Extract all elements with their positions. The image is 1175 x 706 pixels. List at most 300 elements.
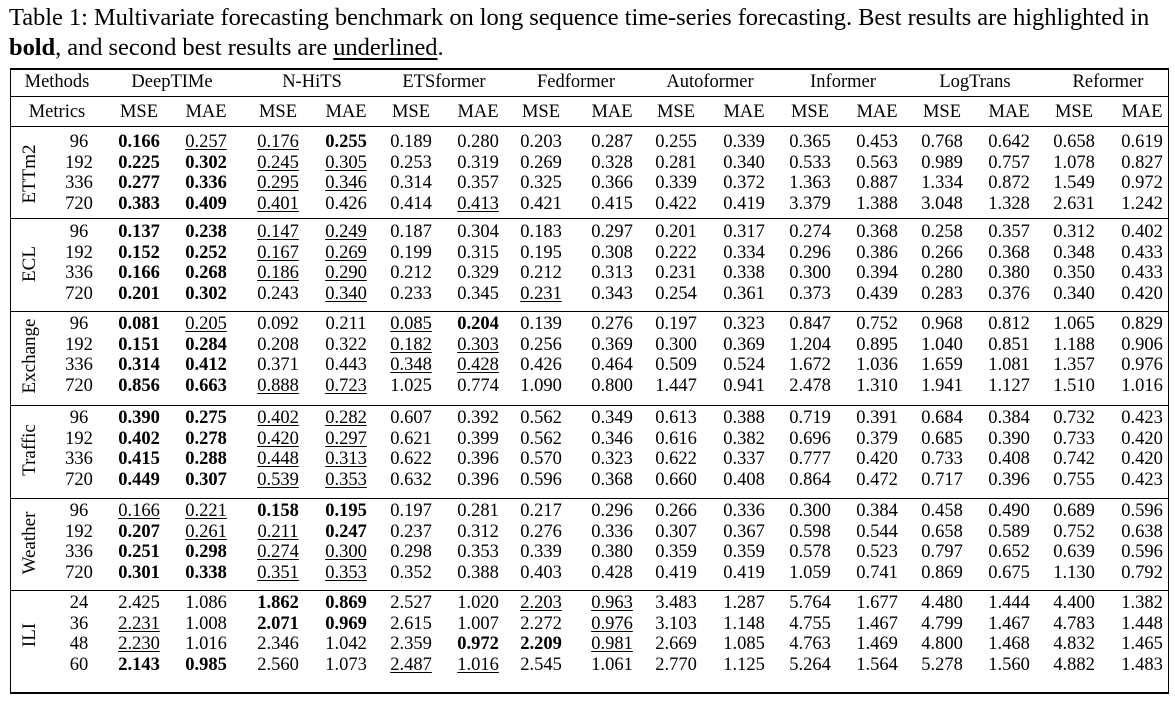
table-cell: 0.302	[185, 152, 227, 173]
table-cell: 0.419	[723, 563, 765, 584]
table-cell: 0.338	[723, 263, 765, 284]
table-cell: 0.689	[1053, 501, 1095, 521]
horizon-cell: 96	[69, 222, 89, 242]
table-cell: 0.300	[655, 334, 697, 355]
table-cell: 0.851	[988, 334, 1030, 355]
table-cell: 0.768	[921, 132, 963, 152]
horizon-cell: 720	[65, 194, 93, 215]
table-cell: 0.396	[457, 470, 499, 491]
table-cell: 1.008	[185, 613, 227, 634]
table-cell: 0.325	[520, 173, 562, 194]
table-cell: 0.632	[390, 470, 432, 491]
table-cell: 1.483	[1121, 655, 1163, 676]
table-cell: 0.329	[457, 263, 499, 284]
caption-text-middle: , and second best results are	[55, 34, 334, 61]
dataset-label: ILI	[19, 623, 40, 648]
horizon-cell: 24	[69, 593, 89, 613]
table-cell: 0.613	[655, 408, 697, 428]
table-cell: 0.732	[1053, 408, 1095, 428]
horizon-cell: 96	[69, 314, 89, 334]
table-cell: 1.862	[257, 593, 299, 613]
table-cell: 0.336	[185, 173, 227, 194]
table-cell: 0.752	[1053, 521, 1095, 542]
caption-text: Table 1: Multivariate forecasting benchmark on long sequence time-series forecasting. Best results are highlighted in	[9, 4, 1150, 31]
metric-header: MSE	[656, 102, 696, 122]
table-cell: 1.204	[789, 334, 831, 355]
table-cell: 0.277	[118, 173, 160, 194]
dataset-label: Exchange	[19, 318, 40, 394]
table-cell: 0.365	[789, 132, 831, 152]
table-cell: 0.274	[789, 222, 831, 242]
table-cell: 0.322	[325, 334, 367, 355]
table-cell: 0.158	[257, 501, 299, 521]
table-cell: 0.420	[257, 428, 299, 449]
metric-header: MAE	[856, 102, 898, 122]
table-cell: 0.969	[325, 613, 367, 634]
table-cell: 0.266	[921, 242, 963, 263]
metric-header: MAE	[723, 102, 765, 122]
table-cell: 0.303	[457, 334, 499, 355]
table-cell: 0.337	[723, 449, 765, 470]
table-cell: 0.255	[325, 132, 367, 152]
table-cell: 0.426	[325, 194, 367, 215]
table-cell: 1.448	[1121, 613, 1163, 634]
table-cell: 2.770	[655, 655, 697, 676]
table-cell: 1.073	[325, 655, 367, 676]
table-cell: 0.696	[789, 428, 831, 449]
table-cell: 0.570	[520, 449, 562, 470]
table-cell: 0.464	[591, 355, 633, 376]
table-cell: 2.209	[520, 634, 562, 655]
table-cell: 1.357	[1053, 355, 1095, 376]
table-cell: 1.941	[921, 376, 963, 397]
table-cell: 1.363	[789, 173, 831, 194]
table-cell: 0.315	[457, 242, 499, 263]
table-cell: 0.523	[856, 542, 898, 563]
table-cell: 2.272	[520, 613, 562, 634]
metric-header: MAE	[591, 102, 633, 122]
table-cell: 0.675	[988, 563, 1030, 584]
metric-header: MAE	[457, 102, 499, 122]
table-cell: 0.338	[185, 563, 227, 584]
table-cell: 0.301	[118, 563, 160, 584]
table-cell: 0.207	[118, 521, 160, 542]
table-cell: 0.300	[789, 501, 831, 521]
table-cell: 0.396	[988, 470, 1030, 491]
table-cell: 0.414	[390, 194, 432, 215]
table-cell: 0.296	[591, 501, 633, 521]
table-cell: 0.312	[1053, 222, 1095, 242]
table-cell: 1.081	[988, 355, 1030, 376]
table-cell: 0.539	[257, 470, 299, 491]
table-cell: 0.357	[457, 173, 499, 194]
table-cell: 0.752	[856, 314, 898, 334]
table-cell: 0.421	[520, 194, 562, 215]
table-cell: 0.261	[185, 521, 227, 542]
table-cell: 0.166	[118, 263, 160, 284]
table-cell: 0.323	[723, 314, 765, 334]
table-cell: 2.487	[390, 655, 432, 676]
table-cell: 0.562	[520, 408, 562, 428]
caption-bold-word: bold	[9, 34, 56, 61]
method-header: ETSformer	[402, 72, 486, 92]
table-cell: 1.090	[520, 376, 562, 397]
table-cell: 4.799	[921, 613, 963, 634]
table-cell: 0.351	[257, 563, 299, 584]
table-cell: 0.596	[520, 470, 562, 491]
table-cell: 4.800	[921, 634, 963, 655]
table-cell: 1.468	[988, 634, 1030, 655]
metric-header: MSE	[258, 102, 298, 122]
table-cell: 1.310	[856, 376, 898, 397]
table-cell: 1.467	[988, 613, 1030, 634]
table-cell: 0.774	[457, 376, 499, 397]
table-cell: 0.339	[655, 173, 697, 194]
table-cell: 2.615	[390, 613, 432, 634]
table-cell: 1.469	[856, 634, 898, 655]
table-cell: 0.533	[789, 152, 831, 173]
table-cell: 0.394	[856, 263, 898, 284]
table-cell: 1.085	[723, 634, 765, 655]
table-cell: 0.797	[921, 542, 963, 563]
table-cell: 0.408	[988, 449, 1030, 470]
metric-header: MSE	[391, 102, 431, 122]
table-cell: 0.199	[390, 242, 432, 263]
table-cell: 0.304	[457, 222, 499, 242]
table-cell: 2.143	[118, 655, 160, 676]
table-cell: 4.783	[1053, 613, 1095, 634]
horizon-cell: 336	[65, 263, 93, 284]
table-cell: 0.420	[856, 449, 898, 470]
table-cell: 0.403	[520, 563, 562, 584]
table-cell: 0.308	[591, 242, 633, 263]
table-cell: 0.420	[1121, 428, 1163, 449]
table-cell: 2.560	[257, 655, 299, 676]
table-cell: 0.976	[591, 613, 633, 634]
horizon-cell: 192	[65, 152, 93, 173]
table-cell: 2.230	[118, 634, 160, 655]
table-cell: 1.036	[856, 355, 898, 376]
table-cell: 1.188	[1053, 334, 1095, 355]
table-cell: 1.659	[921, 355, 963, 376]
horizon-cell: 192	[65, 521, 93, 542]
table-cell: 0.211	[325, 314, 367, 334]
table-cell: 0.388	[723, 408, 765, 428]
table-cell: 0.334	[723, 242, 765, 263]
table-cell: 0.906	[1121, 334, 1163, 355]
table-cell: 0.847	[789, 314, 831, 334]
metric-header: MAE	[185, 102, 227, 122]
table-cell: 0.319	[457, 152, 499, 173]
table-cell: 1.677	[856, 593, 898, 613]
table-cell: 2.527	[390, 593, 432, 613]
table-cell: 2.669	[655, 634, 697, 655]
method-header: Fedformer	[536, 72, 616, 92]
table-cell: 0.092	[257, 314, 299, 334]
horizon-cell: 720	[65, 376, 93, 397]
metric-header: MSE	[119, 102, 159, 122]
table-cell: 0.313	[325, 449, 367, 470]
table-cell: 1.059	[789, 563, 831, 584]
table-cell: 2.425	[118, 593, 160, 613]
table-cell: 0.368	[856, 222, 898, 242]
table-cell: 0.619	[1121, 132, 1163, 152]
table-cell: 0.282	[325, 408, 367, 428]
table-cell: 0.380	[591, 542, 633, 563]
table-cell: 0.509	[655, 355, 697, 376]
horizon-cell: 36	[69, 613, 89, 634]
table-cell: 0.288	[185, 449, 227, 470]
table-cell: 0.357	[988, 222, 1030, 242]
table-cell: 1.242	[1121, 194, 1163, 215]
table-cell: 3.379	[789, 194, 831, 215]
table-cell: 0.217	[520, 501, 562, 521]
method-header: Informer	[810, 72, 876, 92]
table-cell: 0.298	[185, 542, 227, 563]
table-cell: 0.800	[591, 376, 633, 397]
metric-header: MAE	[988, 102, 1030, 122]
table-cell: 2.631	[1053, 194, 1095, 215]
table-cell: 0.391	[856, 408, 898, 428]
table-cell: 2.071	[257, 613, 299, 634]
table-cell: 0.300	[789, 263, 831, 284]
horizon-cell: 96	[69, 501, 89, 521]
bottom-rule	[10, 692, 1169, 694]
table-cell: 1.334	[921, 173, 963, 194]
table-cell: 4.763	[789, 634, 831, 655]
table-cell: 0.856	[118, 376, 160, 397]
table-cell: 0.251	[118, 542, 160, 563]
table-cell: 0.755	[1053, 470, 1095, 491]
table-cell: 0.290	[325, 263, 367, 284]
table-cell: 0.376	[988, 284, 1030, 305]
table-cell: 0.147	[257, 222, 299, 242]
table-cell: 0.887	[856, 173, 898, 194]
metric-header: MAE	[1121, 102, 1163, 122]
table-cell: 0.274	[257, 542, 299, 563]
table-cell: 0.237	[390, 521, 432, 542]
table-cell: 0.212	[520, 263, 562, 284]
table-cell: 0.401	[257, 194, 299, 215]
left-border	[10, 68, 11, 693]
table-cell: 3.483	[655, 593, 697, 613]
table-cell: 0.472	[856, 470, 898, 491]
table-cell: 0.211	[257, 521, 299, 542]
table-cell: 0.245	[257, 152, 299, 173]
methods-header: Methods	[24, 72, 90, 92]
section-rule	[10, 498, 1169, 499]
horizon-cell: 720	[65, 563, 93, 584]
table-cell: 0.203	[520, 132, 562, 152]
table-cell: 0.563	[856, 152, 898, 173]
table-cell: 0.313	[591, 263, 633, 284]
table-cell: 0.490	[988, 501, 1030, 521]
table-cell: 0.827	[1121, 152, 1163, 173]
table-cell: 0.976	[1121, 355, 1163, 376]
table-cell: 1.078	[1053, 152, 1095, 173]
table-cell: 0.346	[325, 173, 367, 194]
table-cell: 0.336	[591, 521, 633, 542]
table-cell: 0.166	[118, 132, 160, 152]
table-cell: 0.254	[655, 284, 697, 305]
horizon-cell: 336	[65, 449, 93, 470]
table-cell: 0.314	[390, 173, 432, 194]
table-cell: 1.388	[856, 194, 898, 215]
table-cell: 0.281	[655, 152, 697, 173]
table-cell: 0.443	[325, 355, 367, 376]
table-cell: 0.622	[655, 449, 697, 470]
table-cell: 0.280	[457, 132, 499, 152]
table-cell: 0.872	[988, 173, 1030, 194]
table-cell: 0.524	[723, 355, 765, 376]
table-cell: 0.415	[591, 194, 633, 215]
table-cell: 1.125	[723, 655, 765, 676]
table-cell: 0.792	[1121, 563, 1163, 584]
table-cell: 0.589	[988, 521, 1030, 542]
table-cell: 0.658	[921, 521, 963, 542]
table-cell: 0.343	[591, 284, 633, 305]
table-cell: 0.225	[118, 152, 160, 173]
table-cell: 0.085	[390, 314, 432, 334]
table-cell: 0.255	[655, 132, 697, 152]
table-cell: 0.733	[1053, 428, 1095, 449]
table-cell: 0.353	[325, 470, 367, 491]
table-cell: 0.302	[185, 284, 227, 305]
table-cell: 0.607	[390, 408, 432, 428]
horizon-cell: 60	[69, 655, 89, 676]
table-cell: 0.283	[921, 284, 963, 305]
table-cell: 0.187	[390, 222, 432, 242]
horizon-cell: 96	[69, 408, 89, 428]
table-cell: 0.972	[1121, 173, 1163, 194]
table-cell: 0.448	[257, 449, 299, 470]
table-cell: 1.061	[591, 655, 633, 676]
table-cell: 0.366	[591, 173, 633, 194]
table-cell: 5.278	[921, 655, 963, 676]
table-cell: 0.757	[988, 152, 1030, 173]
table-cell: 0.275	[185, 408, 227, 428]
table-cell: 0.719	[789, 408, 831, 428]
table-cell: 1.086	[185, 593, 227, 613]
table-cell: 0.276	[520, 521, 562, 542]
table-cell: 0.402	[257, 408, 299, 428]
table-cell: 0.349	[591, 408, 633, 428]
table-cell: 2.203	[520, 593, 562, 613]
table-cell: 0.340	[325, 284, 367, 305]
table-cell: 0.660	[655, 470, 697, 491]
table-cell: 0.221	[185, 501, 227, 521]
table-cell: 0.166	[118, 501, 160, 521]
horizon-cell: 720	[65, 284, 93, 305]
table-cell: 0.359	[723, 542, 765, 563]
table-cell: 1.672	[789, 355, 831, 376]
table-cell: 0.314	[118, 355, 160, 376]
table-cell: 0.562	[520, 428, 562, 449]
table-cell: 0.869	[325, 593, 367, 613]
table-cell: 2.359	[390, 634, 432, 655]
header-rule	[10, 96, 1169, 97]
table-cell: 0.152	[118, 242, 160, 263]
table-cell: 0.307	[655, 521, 697, 542]
table-cell: 0.972	[457, 634, 499, 655]
table-cell: 0.195	[325, 501, 367, 521]
table-cell: 0.151	[118, 334, 160, 355]
table-cell: 0.287	[591, 132, 633, 152]
table-cell: 0.544	[856, 521, 898, 542]
table-cell: 0.201	[655, 222, 697, 242]
table-cell: 0.380	[988, 263, 1030, 284]
table-cell: 0.269	[520, 152, 562, 173]
table-cell: 0.963	[591, 593, 633, 613]
metric-header: MSE	[790, 102, 830, 122]
table-cell: 0.379	[856, 428, 898, 449]
table-cell: 0.348	[390, 355, 432, 376]
table-cell: 0.402	[118, 428, 160, 449]
table-cell: 1.447	[655, 376, 697, 397]
metric-header: MAE	[325, 102, 367, 122]
table-cell: 0.339	[723, 132, 765, 152]
table-cell: 0.183	[520, 222, 562, 242]
table-cell: 0.392	[457, 408, 499, 428]
table-cell: 5.264	[789, 655, 831, 676]
table-cell: 0.420	[1121, 449, 1163, 470]
table-cell: 0.269	[325, 242, 367, 263]
table-cell: 0.231	[655, 263, 697, 284]
table-cell: 0.249	[325, 222, 367, 242]
table-cell: 0.598	[789, 521, 831, 542]
table-cell: 0.658	[1053, 132, 1095, 152]
table-cell: 1.549	[1053, 173, 1095, 194]
horizon-cell: 192	[65, 334, 93, 355]
table-cell: 1.040	[921, 334, 963, 355]
table-cell: 1.465	[1121, 634, 1163, 655]
table-cell: 0.596	[1121, 501, 1163, 521]
table-cell: 0.352	[390, 563, 432, 584]
horizon-cell: 96	[69, 132, 89, 152]
table-cell: 0.869	[921, 563, 963, 584]
table-cell: 4.832	[1053, 634, 1095, 655]
table-cell: 0.895	[856, 334, 898, 355]
table-cell: 0.733	[921, 449, 963, 470]
table-cell: 0.384	[988, 408, 1030, 428]
table-cell: 0.985	[185, 655, 227, 676]
table-cell: 0.278	[185, 428, 227, 449]
table-cell: 0.373	[789, 284, 831, 305]
horizon-cell: 192	[65, 242, 93, 263]
table-cell: 0.353	[457, 542, 499, 563]
table-cell: 0.346	[591, 428, 633, 449]
table-cell: 1.564	[856, 655, 898, 676]
table-cell: 0.328	[591, 152, 633, 173]
table-cell: 0.390	[988, 428, 1030, 449]
metrics-header: Metrics	[28, 102, 86, 122]
table-cell: 0.368	[591, 470, 633, 491]
table-cell: 1.287	[723, 593, 765, 613]
table-cell: 0.231	[520, 284, 562, 305]
method-header: Autoformer	[666, 72, 754, 92]
table-cell: 0.268	[185, 263, 227, 284]
table-cell: 0.340	[723, 152, 765, 173]
horizon-cell: 48	[69, 634, 89, 655]
table-cell: 0.297	[591, 222, 633, 242]
table-cell: 0.420	[1121, 284, 1163, 305]
table-cell: 0.201	[118, 284, 160, 305]
table-cell: 0.298	[390, 542, 432, 563]
table-cell: 0.345	[457, 284, 499, 305]
table-cell: 0.305	[325, 152, 367, 173]
table-cell: 0.339	[520, 542, 562, 563]
table-cell: 0.941	[723, 376, 765, 397]
